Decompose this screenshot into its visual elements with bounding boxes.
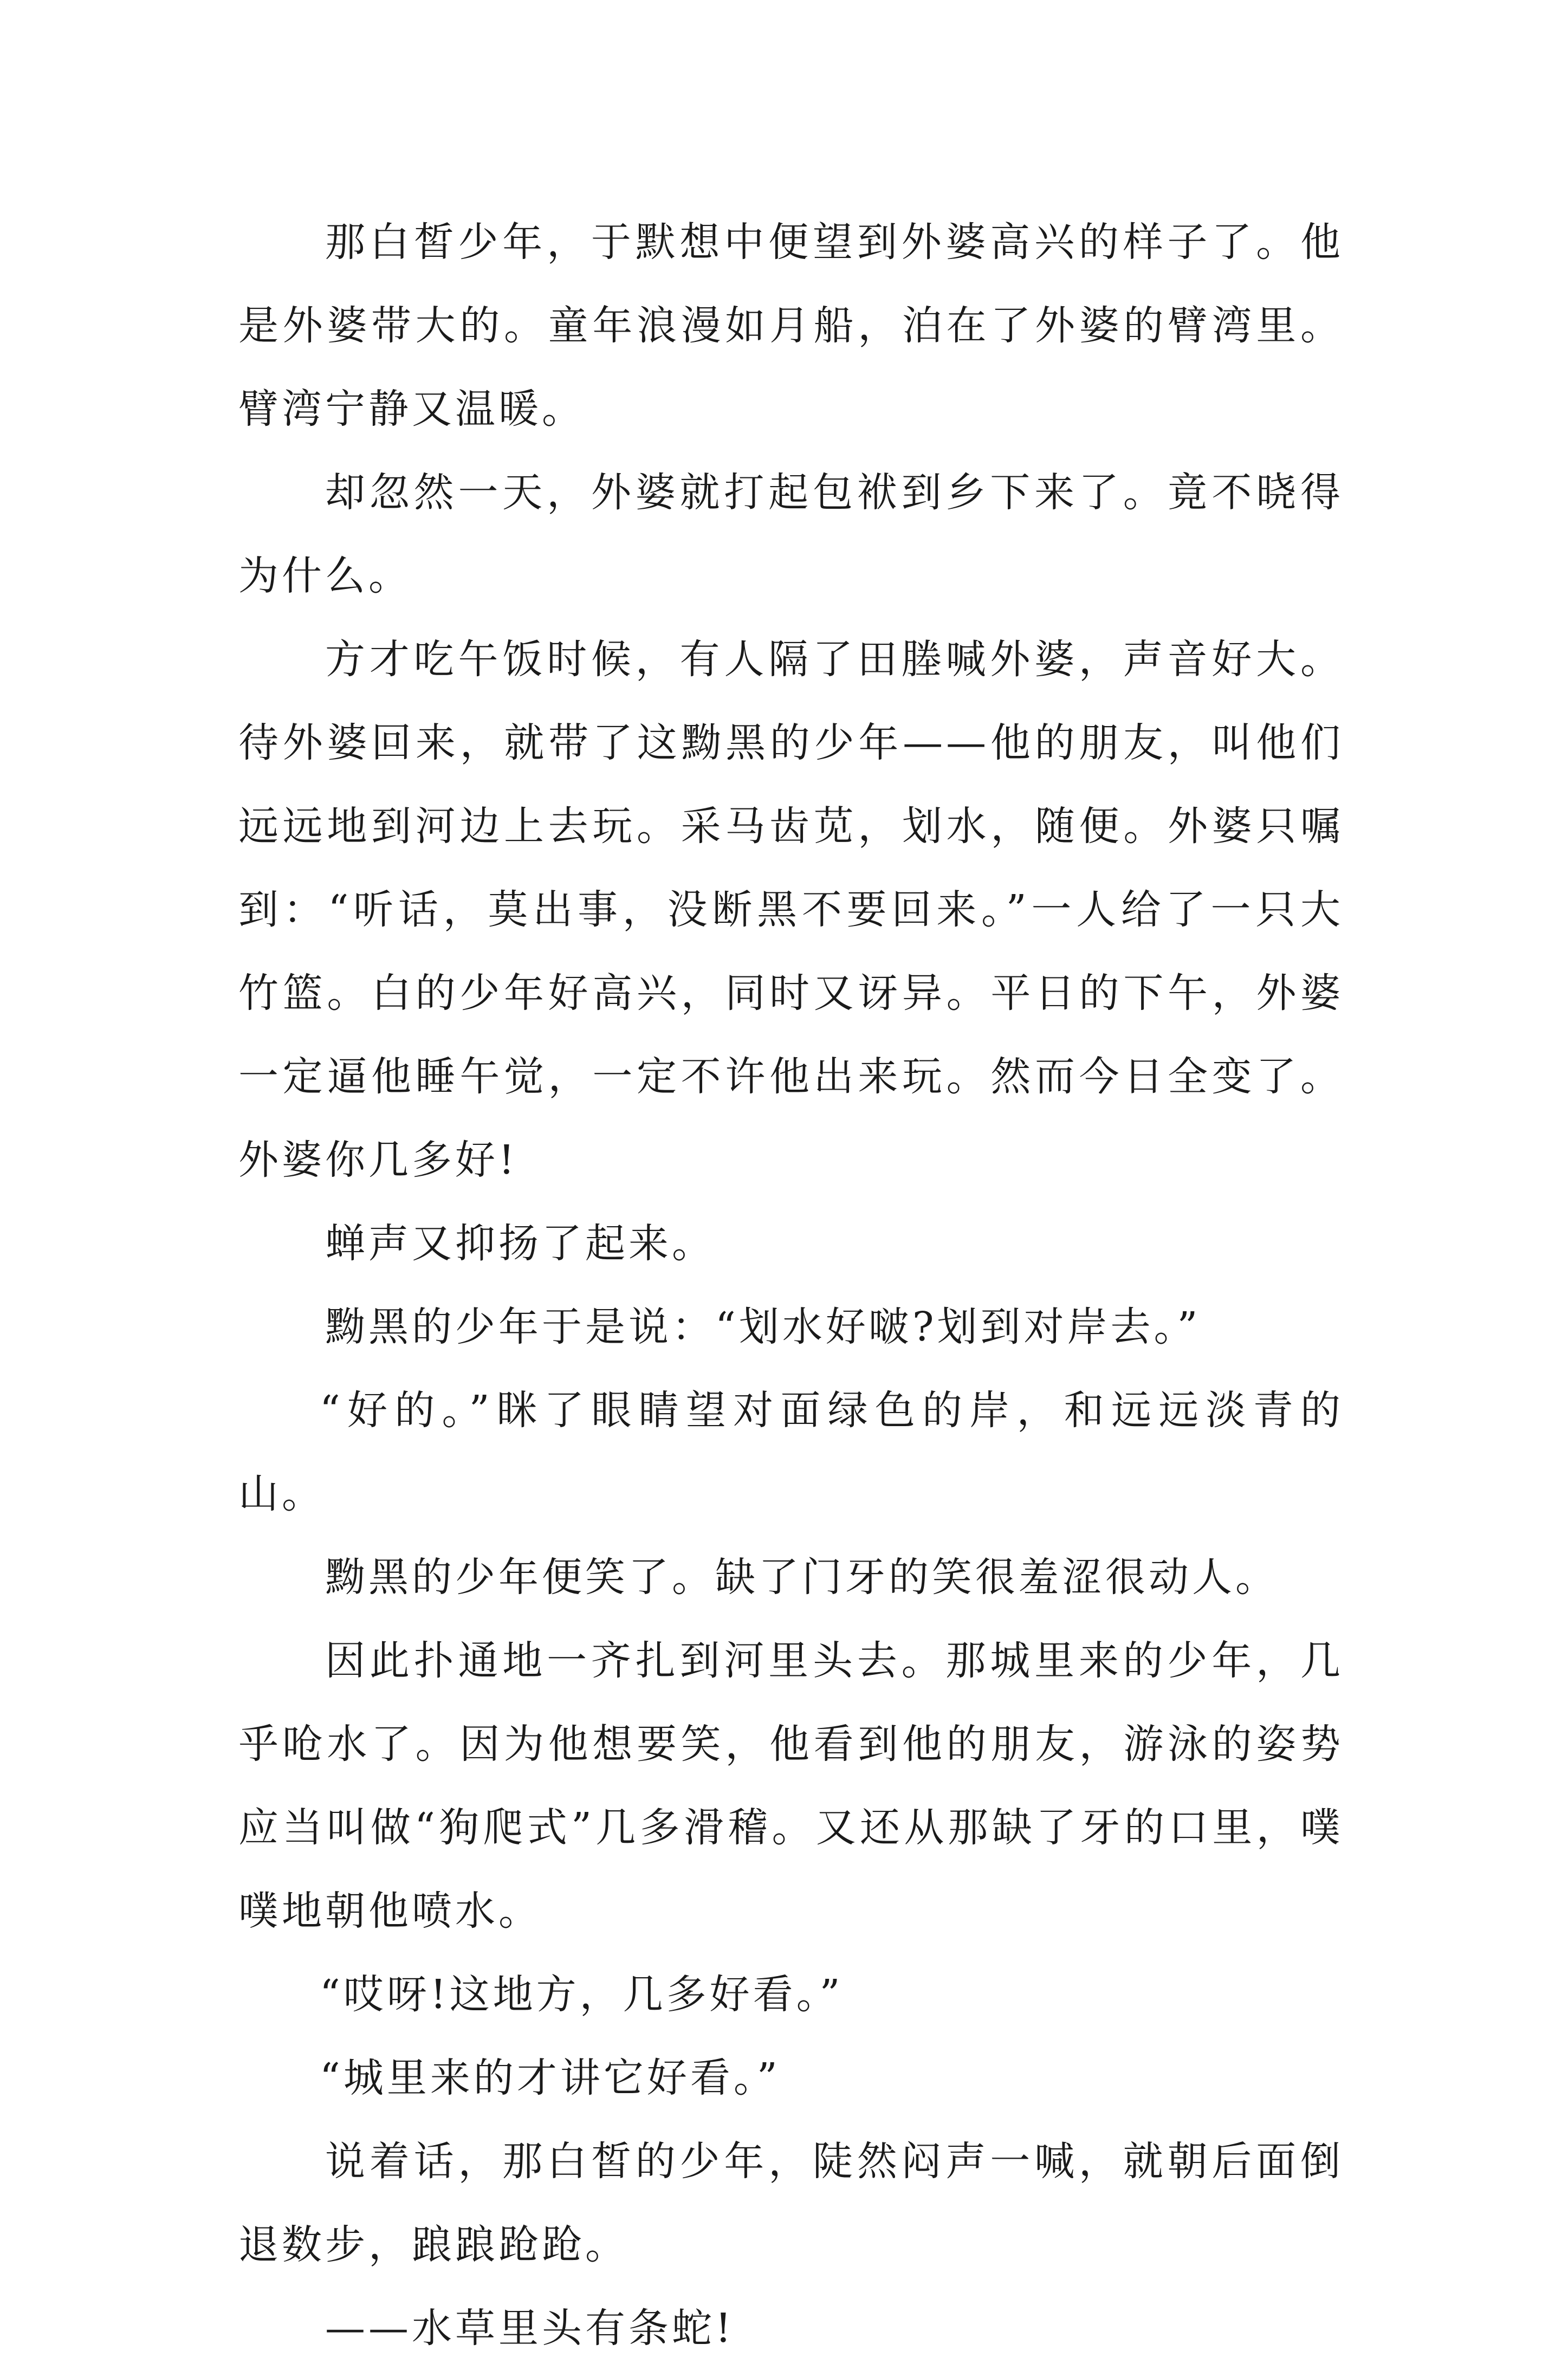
paragraph: 那白皙少年，于默想中便望到外婆高兴的样子了。他是外婆带大的。童年浪漫如月船，泊在了外婆的臂湾里。臂湾宁静又温暖。 <box>238 219 1344 432</box>
paragraph: 黝黑的少年于是说：“划水好啵?划到对岸去。” <box>325 1304 1201 1350</box>
paragraph: 蝉声又抑扬了起来。 <box>325 1220 715 1267</box>
paragraph: 说着话，那白皙的少年，陡然闷声一喊，就朝后面倒退数步，踉踉跄跄。 <box>238 2138 1344 2268</box>
paragraph: “城里来的才讲它好看。” <box>320 2055 781 2101</box>
paragraph: 因此扑通地一齐扎到河里头去。那城里来的少年，几乎呛水了。因为他想要笑，他看到他的朋友，游泳的姿势应当叫做“狗爬式”几多滑稽。又还从那缺了牙的口里，噗噗地朝他喷水。 <box>238 1637 1344 1934</box>
body-text <box>238 200 1344 2370</box>
paragraph: 却忽然一天，外婆就打起包袱到乡下来了。竟不晓得为什么。 <box>238 469 1344 599</box>
paragraph: ——水草里头有条蛇! <box>325 2305 735 2352</box>
paragraph: “好的。”眯了眼睛望对面绿色的岸，和远远淡青的山。 <box>238 1387 1344 1517</box>
paragraph: 黝黑的少年便笑了。缺了门牙的笑很羞涩很动人。 <box>325 1554 1279 1601</box>
paragraph: “哎呀!这地方，几多好看。” <box>320 1971 844 2018</box>
paragraph: 方才吃午饭时候，有人隔了田塍喊外婆，声音好大。待外婆回来，就带了这黝黑的少年——他的朋友，叫他们远远地到河边上去玩。采马齿苋，划水，随便。外婆只嘱到：“听话，莫出事，没断黑不要回来。”一人给了一只大竹篮。白的少年好高兴，同时又讶异。平日的下午，外婆一定逼他睡午觉，一定不许他出来玩。然而今日全变了。外婆你几多好! <box>238 636 1344 1183</box>
